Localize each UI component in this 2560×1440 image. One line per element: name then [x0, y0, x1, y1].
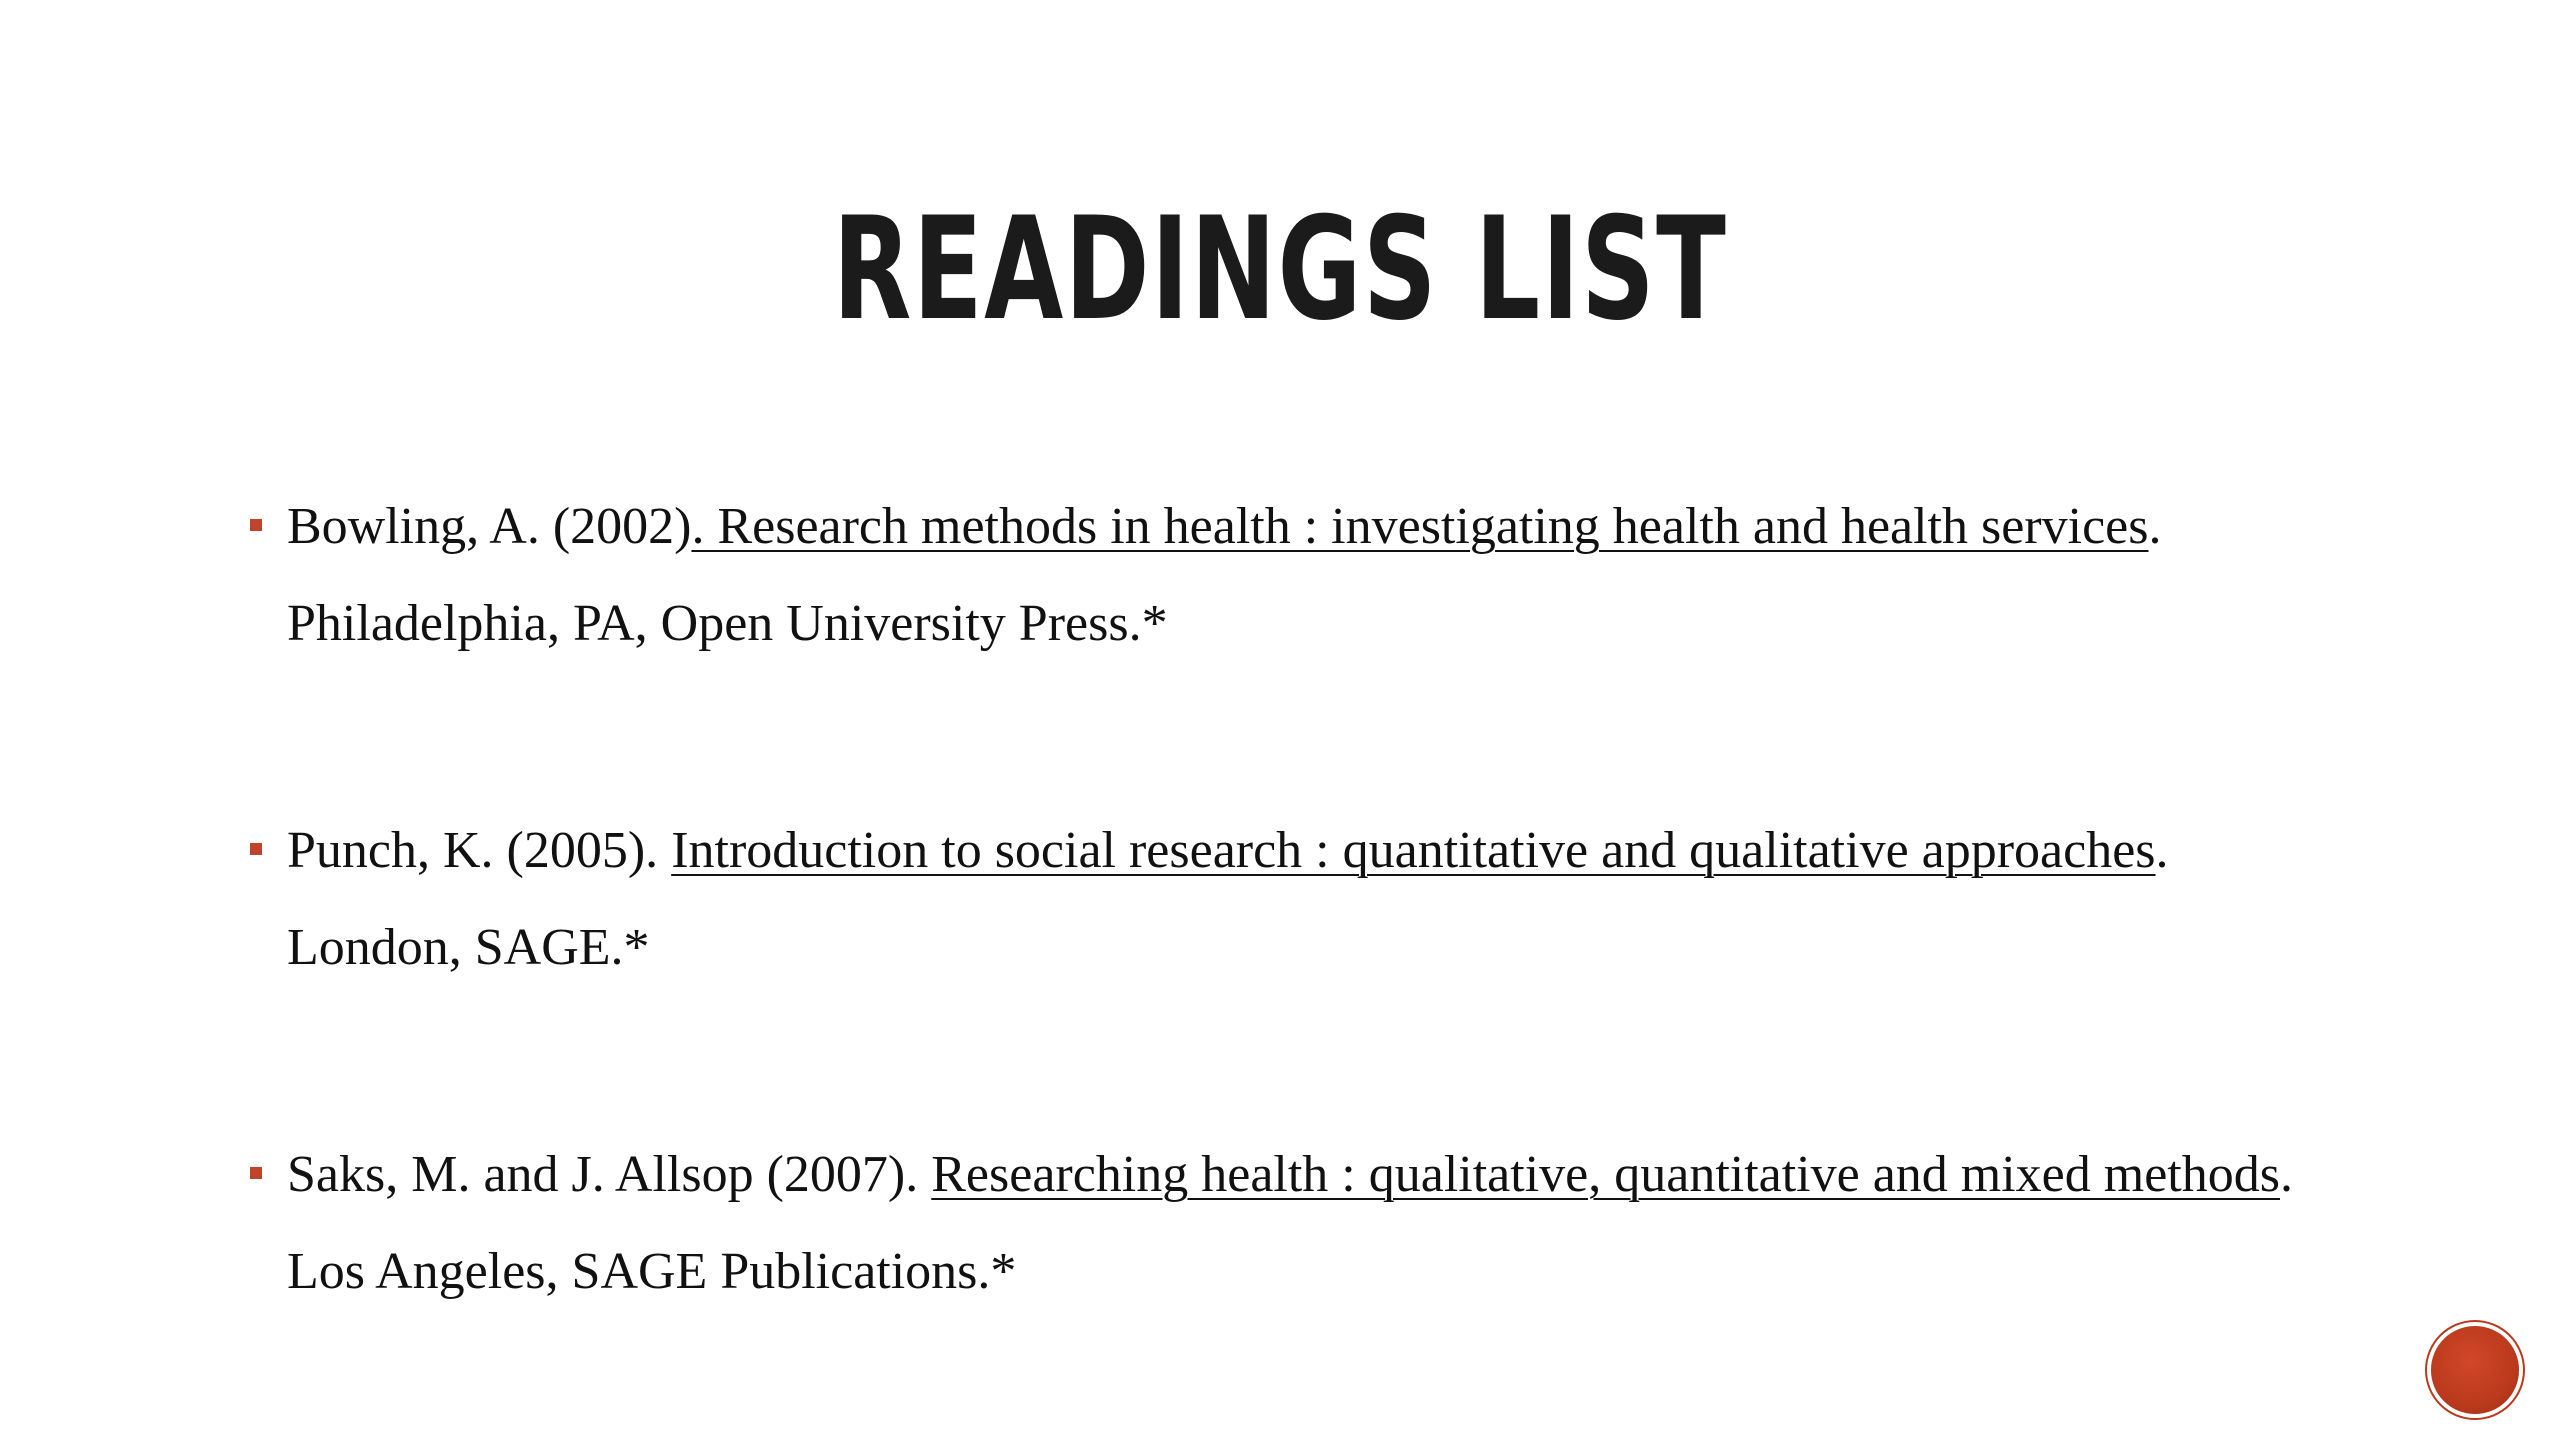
- reading-book-title: . Research methods in health : investigating health and health services: [691, 498, 2149, 555]
- reading-citation-suffix: . Los Angeles, SAGE Publications.*: [287, 1146, 2293, 1300]
- reading-citation-suffix: . London, SAGE.*: [287, 822, 2169, 976]
- reading-citation-suffix: . Philadelphia, PA, Open University Press.*: [287, 498, 2162, 652]
- slide-nav-button[interactable]: [2431, 1326, 2519, 1414]
- readings-list: [246, 478, 2316, 1440]
- list-item: [246, 1126, 2316, 1320]
- bullet-icon: [250, 1167, 262, 1179]
- reading-book-title: Introduction to social research : quantitative and qualitative approaches: [671, 822, 2156, 879]
- reading-citation-prefix: Punch, K. (2005).: [287, 822, 672, 879]
- reading-book-title: Researching health : qualitative, quantitative and mixed methods: [931, 1146, 2280, 1203]
- slide-title: READINGS LIST: [832, 187, 1728, 352]
- list-item: [246, 802, 2316, 996]
- reading-citation-prefix: Bowling, A. (2002): [287, 498, 692, 555]
- bullet-icon: [250, 519, 262, 531]
- bullet-icon: [250, 843, 262, 855]
- reading-citation-prefix: Saks, M. and J. Allsop (2007).: [287, 1146, 932, 1203]
- list-item: [246, 478, 2316, 672]
